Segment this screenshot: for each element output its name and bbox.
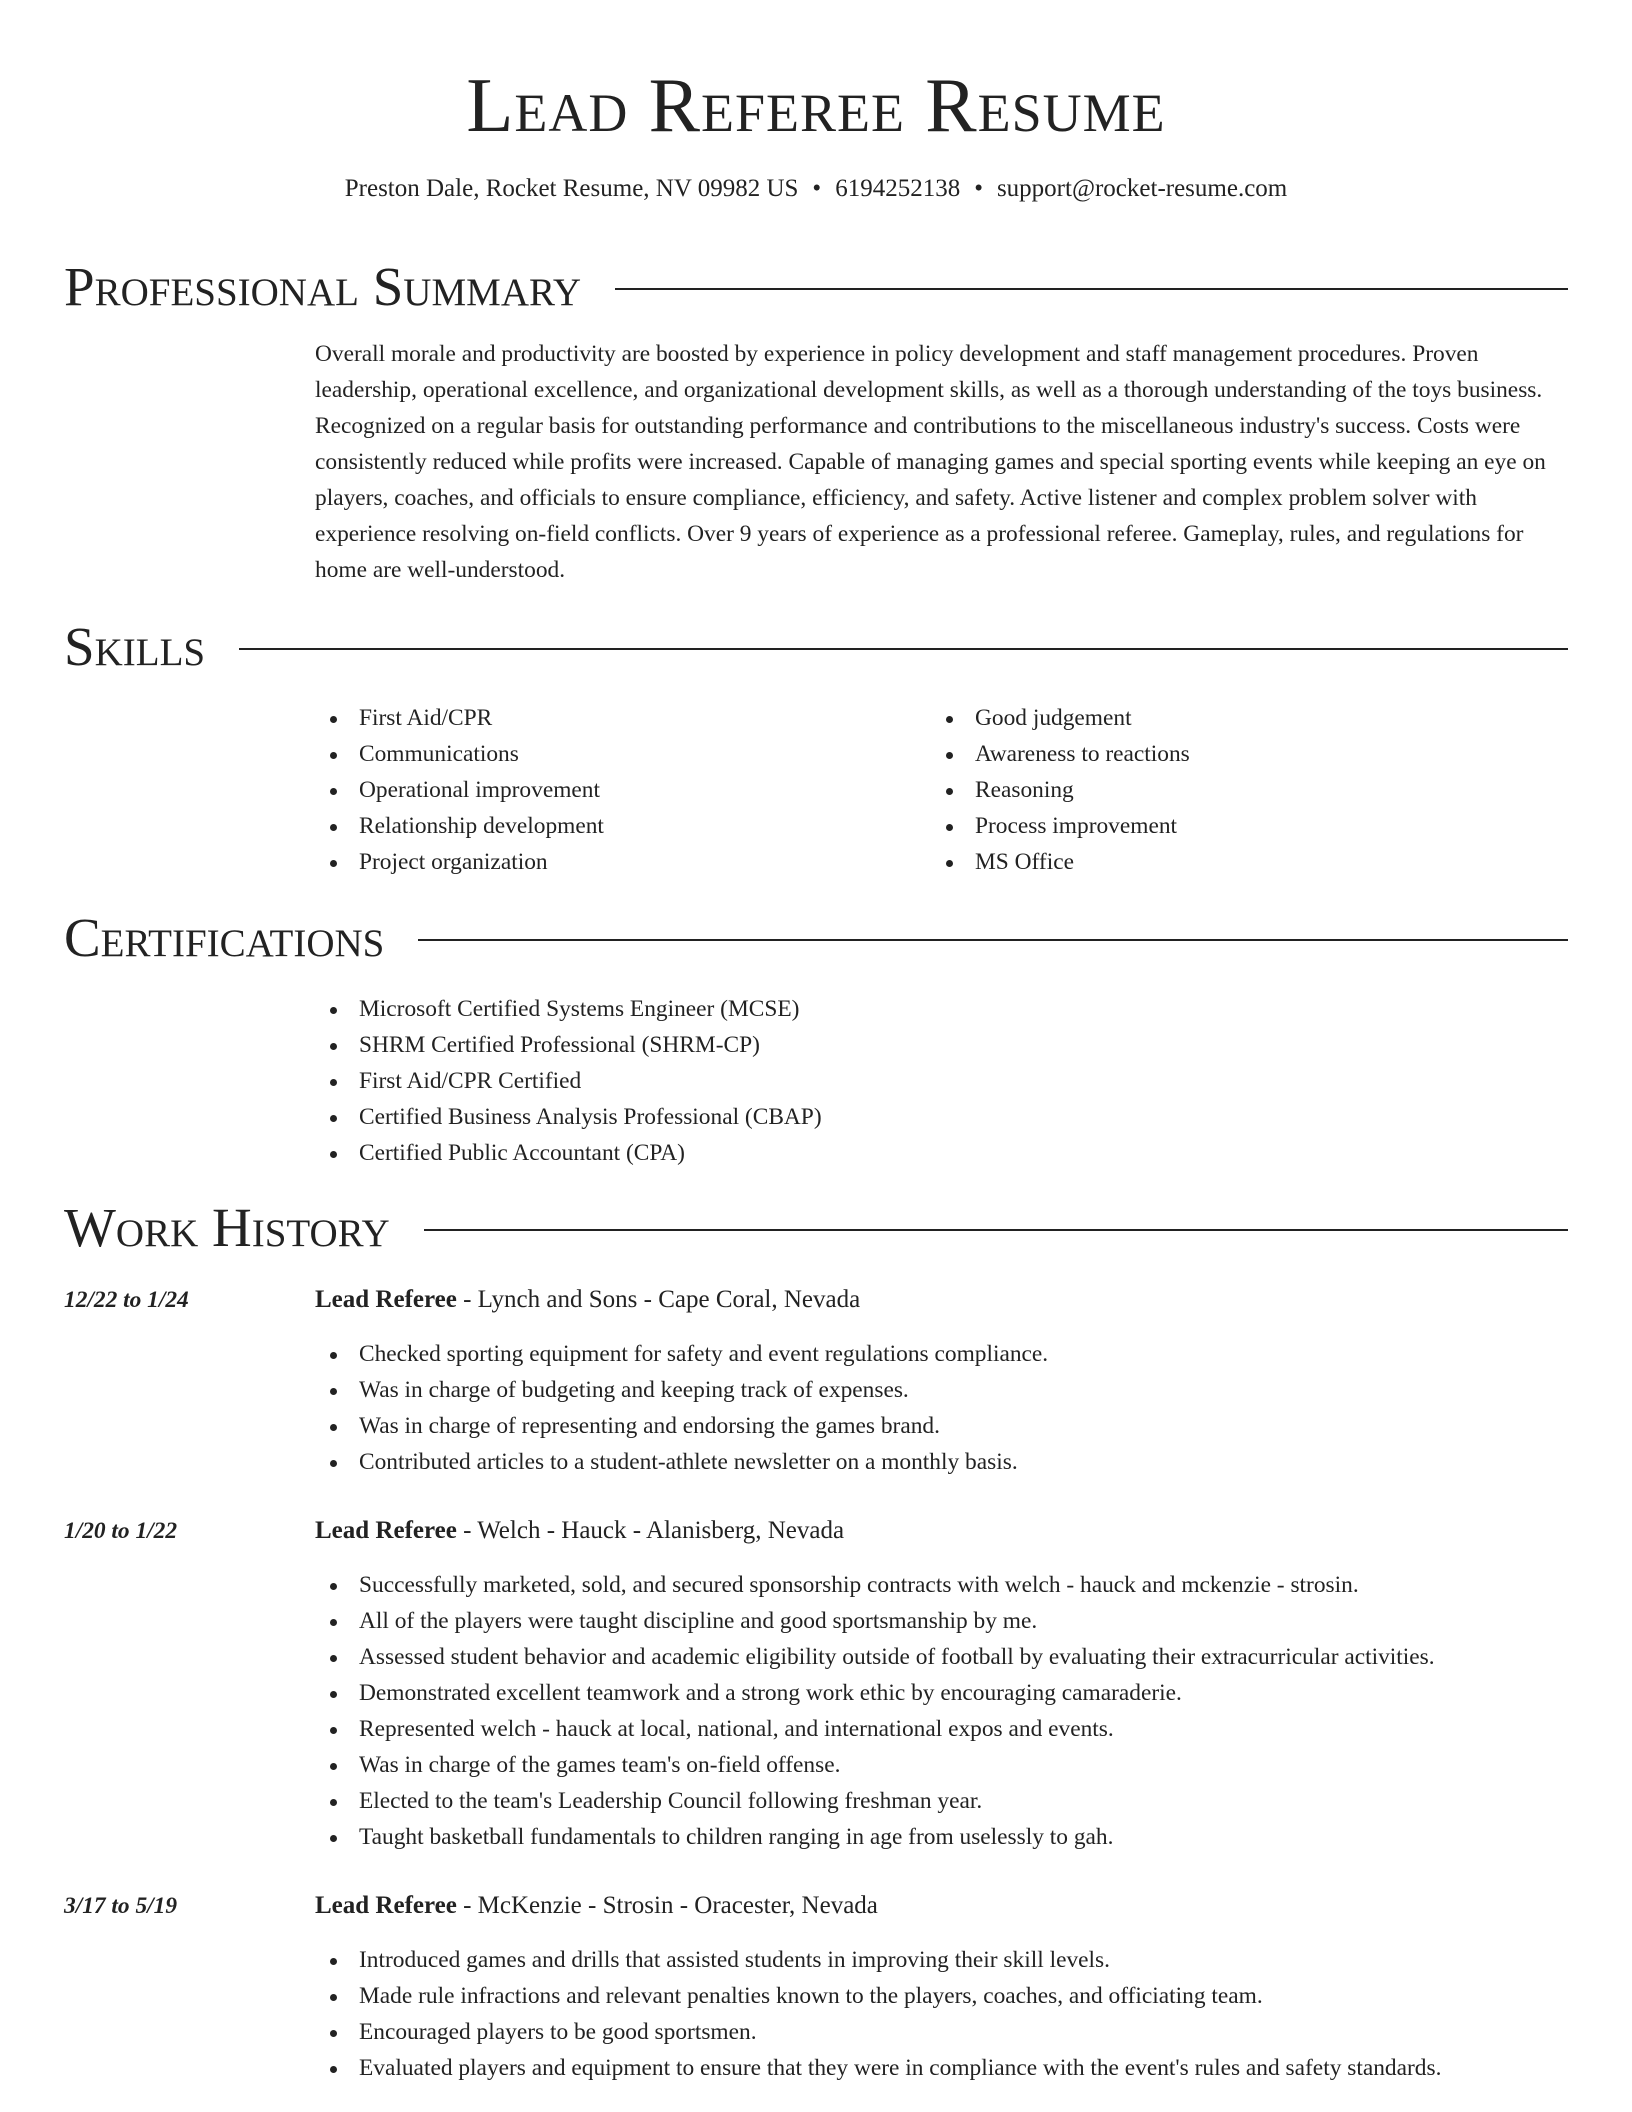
job-employer: - Lynch and Sons - Cape Coral, Nevada — [456, 1286, 861, 1313]
job-duty: Was in charge of the games team's on-field offense. — [315, 1747, 1435, 1783]
skill-item: First Aid/CPR — [315, 700, 604, 736]
contact-separator: • — [974, 175, 983, 202]
skills-list-left — [315, 700, 604, 880]
skill-item: MS Office — [931, 844, 1190, 880]
contact-phone: 6194252138 — [835, 175, 961, 202]
job-heading — [315, 1888, 878, 1924]
section-title-summary: Professional Summary — [64, 256, 582, 317]
certifications-list — [315, 991, 822, 1171]
section-header-summary — [64, 256, 1568, 318]
job-title: Lead Referee — [315, 1892, 457, 1919]
job-duty: Demonstrated excellent teamwork and a strong work ethic by encouraging camaraderie. — [315, 1675, 1435, 1711]
job-duty: Taught basketball fundamentals to children ranging in age from uselessly to gah. — [315, 1819, 1435, 1855]
skill-item: Project organization — [315, 844, 604, 880]
job-employer: - Welch - Hauck - Alanisberg, Nevada — [456, 1517, 845, 1544]
job-employer: - McKenzie - Strosin - Oracester, Nevada — [456, 1892, 878, 1919]
job-dates: 12/22 to 1/24 — [64, 1287, 189, 1313]
job-heading — [315, 1513, 844, 1549]
certification-item: Certified Public Accountant (CPA) — [315, 1135, 822, 1171]
section-header-work-history — [64, 1197, 1568, 1259]
skill-item: Reasoning — [931, 772, 1190, 808]
section-divider — [418, 939, 1568, 941]
job-duty: Represented welch - hauck at local, national, and international expos and events. — [315, 1711, 1435, 1747]
job-duties-list — [315, 1336, 1048, 1480]
job-duties-list — [315, 1567, 1435, 1855]
skills-list-right — [931, 700, 1190, 880]
job-dates: 1/20 to 1/22 — [64, 1518, 178, 1544]
job-duty: Introduced games and drills that assisted students in improving their skill levels. — [315, 1942, 1441, 1978]
skill-item: Operational improvement — [315, 772, 604, 808]
section-divider — [615, 288, 1568, 290]
job-duty: Contributed articles to a student-athlete newsletter on a monthly basis. — [315, 1444, 1048, 1480]
contact-email: support@rocket-resume.com — [996, 175, 1288, 202]
job-duty: Elected to the team's Leadership Council following freshman year. — [315, 1783, 1435, 1819]
job-duty: Assessed student behavior and academic eligibility outside of football by evaluating their extracurricular activities. — [315, 1639, 1435, 1675]
skill-item: Relationship development — [315, 808, 604, 844]
section-title-work-history: Work History — [64, 1197, 390, 1258]
certification-item: First Aid/CPR Certified — [315, 1063, 822, 1099]
job-duty: Encouraged players to be good sportsmen. — [315, 2014, 1441, 2050]
section-divider — [424, 1229, 1568, 1231]
job-heading — [315, 1282, 860, 1318]
contact-line — [0, 173, 1632, 205]
certification-item: Certified Business Analysis Professional (CBAP) — [315, 1099, 822, 1135]
job-duties-list — [315, 1942, 1441, 2086]
job-duty: Was in charge of budgeting and keeping track of expenses. — [315, 1372, 1048, 1408]
section-header-certifications — [64, 907, 1568, 969]
job-duty: Made rule infractions and relevant penalties known to the players, coaches, and officiating team. — [315, 1978, 1441, 2014]
job-title: Lead Referee — [315, 1286, 457, 1313]
skill-item: Good judgement — [931, 700, 1190, 736]
section-title-skills: Skills — [64, 616, 206, 677]
job-duty: All of the players were taught discipline and good sportsmanship by me. — [315, 1603, 1435, 1639]
summary-text: Overall morale and productivity are boosted by experience in policy development and staff management procedures. Proven leadership, operational excellence, and organizational development skills, as well as a thorough understanding of the toys business. Recognized on a regular basis for outstanding performance and contributions to the miscellaneous industry's success. Costs were consistently reduced while profits were increased. Capable of managing games and special sporting events while keeping an eye on players, coaches, and officials to ensure compliance, efficiency, and safety. Active listener and complex problem solver with experience resolving on-field conflicts. Over 9 years of experience as a professional referee. Gameplay, rules, and regulations for home are well-understood. — [315, 341, 1546, 583]
job-duty: Was in charge of representing and endorsing the games brand. — [315, 1408, 1048, 1444]
contact-separator: • — [812, 175, 822, 202]
section-divider — [239, 648, 1568, 650]
section-title-certifications: Certifications — [64, 907, 385, 968]
job-duty: Checked sporting equipment for safety and event regulations compliance. — [315, 1336, 1048, 1372]
job-dates: 3/17 to 5/19 — [64, 1893, 178, 1919]
section-header-skills — [64, 616, 1568, 678]
page-title: Lead Referee Resume — [466, 62, 1166, 148]
skill-item: Process improvement — [931, 808, 1190, 844]
skill-item: Awareness to reactions — [931, 736, 1190, 772]
job-duty: Evaluated players and equipment to ensure that they were in compliance with the event's rules and safety standards. — [315, 2050, 1441, 2086]
job-duty: Successfully marketed, sold, and secured sponsorship contracts with welch - hauck and mckenzie - strosin. — [315, 1567, 1435, 1603]
certification-item: SHRM Certified Professional (SHRM-CP) — [315, 1027, 822, 1063]
skill-item: Communications — [315, 736, 604, 772]
job-title: Lead Referee — [315, 1517, 457, 1544]
certification-item: Microsoft Certified Systems Engineer (MCSE) — [315, 991, 822, 1027]
contact-address: Preston Dale, Rocket Resume, NV 09982 US — [344, 175, 799, 202]
